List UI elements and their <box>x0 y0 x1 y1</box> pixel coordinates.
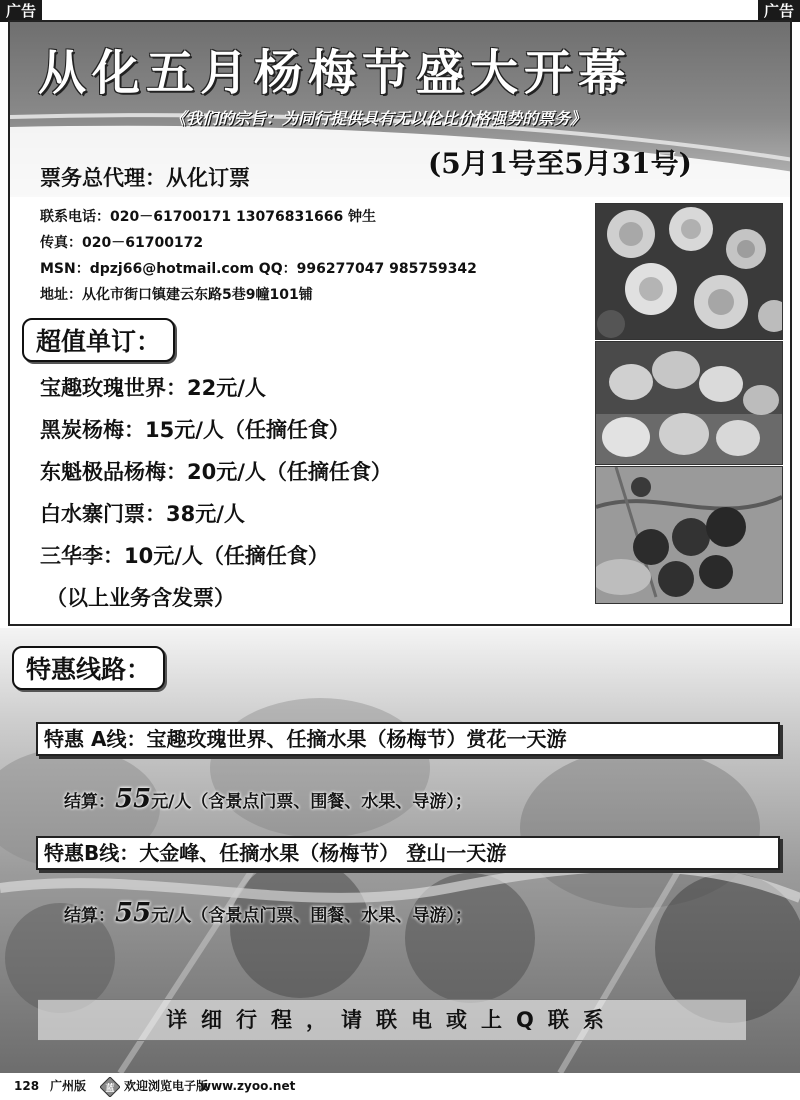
slogan: 《我们的宗旨：为同行提供具有无以伦比价格强势的票务》 <box>170 109 587 128</box>
footer <box>0 1073 800 1100</box>
price-item: 白水寨门票：38元/人 <box>40 502 245 526</box>
agency-title: 票务总代理：从化订票 <box>40 166 250 190</box>
page-title: 从化五月杨梅节盛大开幕 <box>38 45 633 101</box>
routes-section-title: 特惠线路： <box>12 646 165 690</box>
invoice-note: （以上业务含发票） <box>46 586 235 610</box>
fruit-basket-photo <box>595 341 783 465</box>
price-item: 宝趣玫瑰世界：22元/人 <box>40 376 266 400</box>
route-a-settlement <box>64 784 472 814</box>
routes-panel <box>0 628 800 1073</box>
top-panel <box>8 20 792 626</box>
footer-url[interactable]: www.zyoo.net <box>200 1079 296 1093</box>
settle-prefix: 结算： <box>64 906 115 926</box>
roses-photo <box>595 203 783 340</box>
edition-label: 广州版 <box>50 1079 87 1093</box>
contact-phone: 联系电话：020－61700171 13076831666 钟生 <box>40 209 377 225</box>
settle-price: 55 <box>115 784 152 814</box>
ad-tag-left: 广告 <box>0 0 42 22</box>
bayberry-photo <box>595 466 783 604</box>
route-b-label: 特惠B线：大金峰、任摘水果（杨梅节） 登山一天游 <box>36 836 780 870</box>
price-item: 东魁极品杨梅：20元/人（任摘任食） <box>40 460 392 484</box>
settle-suffix: 元/人（含景点门票、围餐、水果、导游）； <box>151 792 472 812</box>
price-item: 黑炭杨梅：15元/人（任摘任食） <box>40 418 350 442</box>
settle-prefix: 结算： <box>64 792 115 812</box>
price-item: 三华李：10元/人（任摘任食） <box>40 544 329 568</box>
footer-slogan: 欢迎浏览电子版 <box>124 1079 209 1093</box>
contact-details-bar: 详细行程，请联电或上Q联系 <box>38 999 746 1041</box>
route-b-settlement <box>64 898 472 928</box>
logo-glyph: 蓝 <box>105 1084 115 1094</box>
settle-suffix: 元/人（含景点门票、围餐、水果、导游）； <box>151 906 472 926</box>
date-range: (5月1号至5月31号) <box>428 147 692 180</box>
diamond-logo-icon <box>100 1077 120 1097</box>
roses-image <box>596 204 782 339</box>
fruit-basket-image <box>596 342 782 464</box>
contact-fax: 传真：020－61700172 <box>40 235 204 251</box>
settle-price: 55 <box>115 898 152 928</box>
ad-tag-right: 广告 <box>758 0 800 22</box>
booking-section-title: 超值单订： <box>22 318 175 362</box>
contact-msn-qq: MSN：dpzj66@hotmail.com QQ：996277047 985759342 <box>40 261 477 277</box>
bayberry-image <box>596 467 782 603</box>
route-a-label: 特惠 A线：宝趣玫瑰世界、任摘水果（杨梅节）赏花一天游 <box>36 722 780 756</box>
contact-address: 地址：从化市街口镇建云东路5巷9幢101铺 <box>40 287 313 303</box>
page-number: 128 <box>14 1079 40 1093</box>
